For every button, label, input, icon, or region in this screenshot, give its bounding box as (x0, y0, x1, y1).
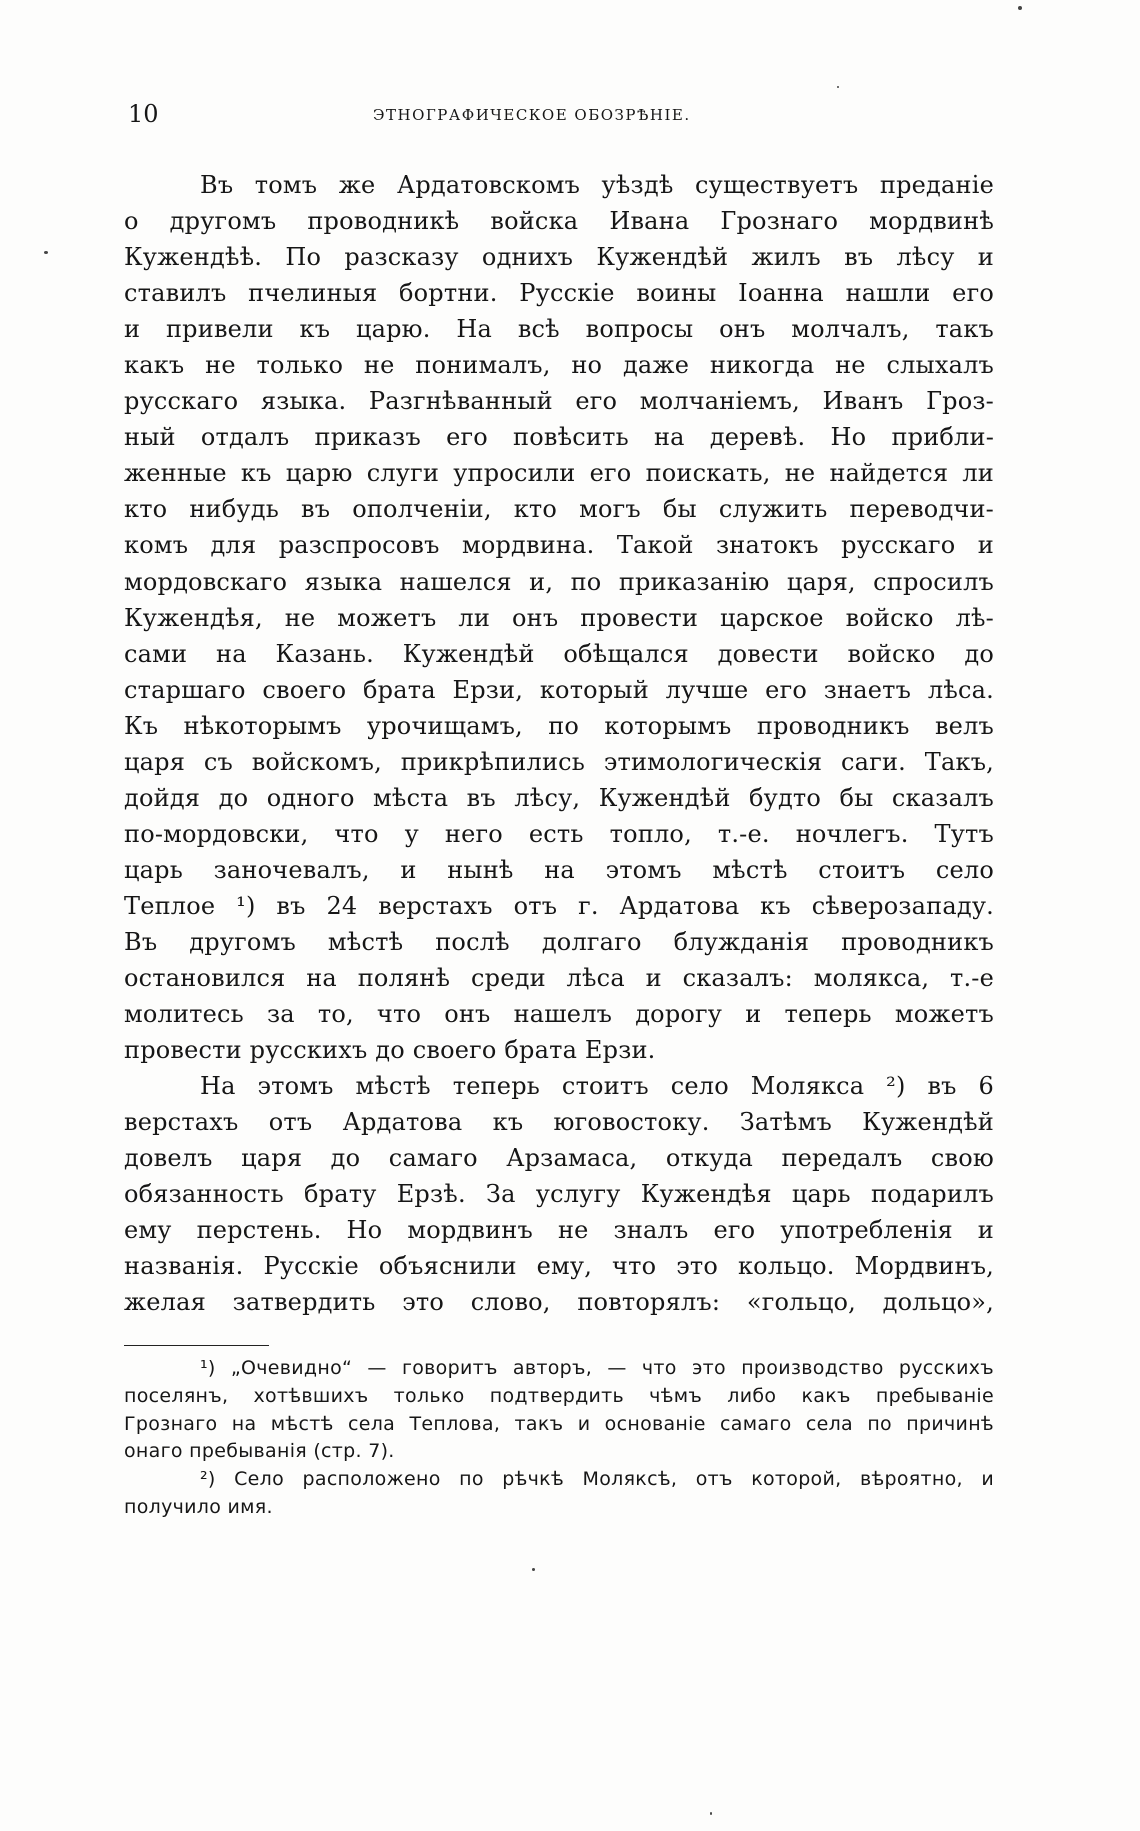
main-text (124, 167, 994, 1321)
footnote-line: поселянъ, хотѣвшихъ только подтвердить чѣмъ либо какъ пребываніе (124, 1384, 994, 1407)
footnote-line: Грознаго на мѣстѣ села Теплова, такъ и основаніе самаго села по причинѣ (124, 1412, 994, 1435)
text-line: по-мордовски, что у него есть топло, т.-е. ночлегъ. Тутъ (124, 819, 994, 848)
running-title: ЭТНОГРАФИЧЕСКОЕ ОБОЗРѢНІЕ. (373, 106, 691, 124)
text-line: молитесь за то, что онъ нашелъ дорогу и теперь можетъ (124, 1000, 994, 1029)
text-line: и привели къ царю. На всѣ вопросы онъ молчалъ, такъ (124, 315, 994, 344)
text-line: царя съ войскомъ, прикрѣпились этимологическія саги. Такъ, (124, 747, 994, 776)
text-line: дойдя до одного мѣста въ лѣсу, Кужендѣй будто бы сказалъ (124, 783, 994, 812)
text-line: довелъ царя до самаго Арзамаса, откуда передалъ свою (124, 1144, 994, 1173)
text-line: комъ для разспросовъ мордвина. Такой знатокъ русскаго и (124, 531, 994, 560)
text-line: Къ нѣкоторымъ урочищамъ, по которымъ проводникъ велъ (124, 711, 994, 740)
text-line: царь заночевалъ, и нынѣ на этомъ мѣстѣ стоитъ село (124, 855, 994, 884)
footnote-divider (124, 1345, 269, 1346)
page-header (128, 98, 994, 138)
text-line: желая затвердить это слово, повторялъ: «гольцо, дольцо», (124, 1288, 994, 1317)
text-line: остановился на полянѣ среди лѣса и сказалъ: моляксa, т.-е (124, 964, 994, 993)
text-line: На этомъ мѣстѣ теперь стоитъ село Моляксa ²) въ 6 (200, 1072, 994, 1101)
footnote-line: онаго пребыванія (стр. 7). (124, 1440, 395, 1463)
footnotes (124, 1355, 994, 1522)
text-line: о другомъ проводникѣ войска Ивана Грознаго мордвинѣ (124, 207, 994, 236)
text-line: Теплое ¹) въ 24 верстахъ отъ г. Ардатова къ сѣверозападу. (124, 891, 994, 920)
footnote-line: ²) Село расположено по рѣчкѣ Моляксѣ, отъ которой, вѣроятно, и (200, 1468, 994, 1491)
text-line: ему перстень. Но мордвинъ не зналъ его употребленія и (124, 1216, 994, 1245)
page-number: 10 (128, 100, 159, 128)
footnote-line: ¹) „Очевидно“ — говоритъ авторъ, — что это производство русскихъ (200, 1357, 994, 1379)
text-line: кто нибудь въ ополченіи, кто могъ бы служить переводчи- (124, 495, 994, 524)
text-line: Въ томъ же Ардатовскомъ уѣздѣ существуетъ преданіе (200, 171, 994, 199)
text-line: обязанность брату Ерзѣ. За услугу Кужендѣя царь подарилъ (124, 1180, 994, 1209)
text-line: мордовскаго языка нашелся и, по приказанію царя, спросилъ (124, 567, 994, 596)
text-line: провести русскихъ до своего брата Ерзи. (124, 1036, 656, 1065)
text-line: сами на Казань. Кужендѣй обѣщался довести войско до (124, 639, 994, 668)
text-line: названія. Русскіе объяснили ему, что это кольцо. Мордвинъ, (124, 1252, 994, 1281)
footnote-line: получило имя. (124, 1495, 273, 1518)
text-line: старшаго своего брата Ерзи, который лучше его знаетъ лѣса. (124, 675, 994, 704)
text-line: какъ не только не понималъ, но даже никогда не слыхалъ (124, 351, 994, 380)
text-line: Въ другомъ мѣстѣ послѣ долгаго блужданія проводникъ (124, 927, 994, 956)
text-line: женные къ царю слуги упросили его поискать, не найдется ли (124, 459, 994, 488)
text-line: верстахъ отъ Ардатова къ юговостоку. Затѣмъ Кужендѣй (124, 1108, 994, 1137)
text-line: русскаго языка. Разгнѣванный его молчаніемъ, Иванъ Гроз- (124, 387, 994, 416)
text-line: ный отдалъ приказъ его повѣсить на деревѣ. Но прибли- (124, 423, 994, 452)
text-line: ставилъ пчелиныя бортни. Русскіе воины Іоанна нашли его (124, 279, 994, 308)
text-line: Кужендѣѣ. По разсказу однихъ Кужендѣй жилъ въ лѣсу и (124, 243, 994, 272)
text-line: Кужендѣя, не можетъ ли онъ провести царское войско лѣ- (124, 603, 994, 632)
